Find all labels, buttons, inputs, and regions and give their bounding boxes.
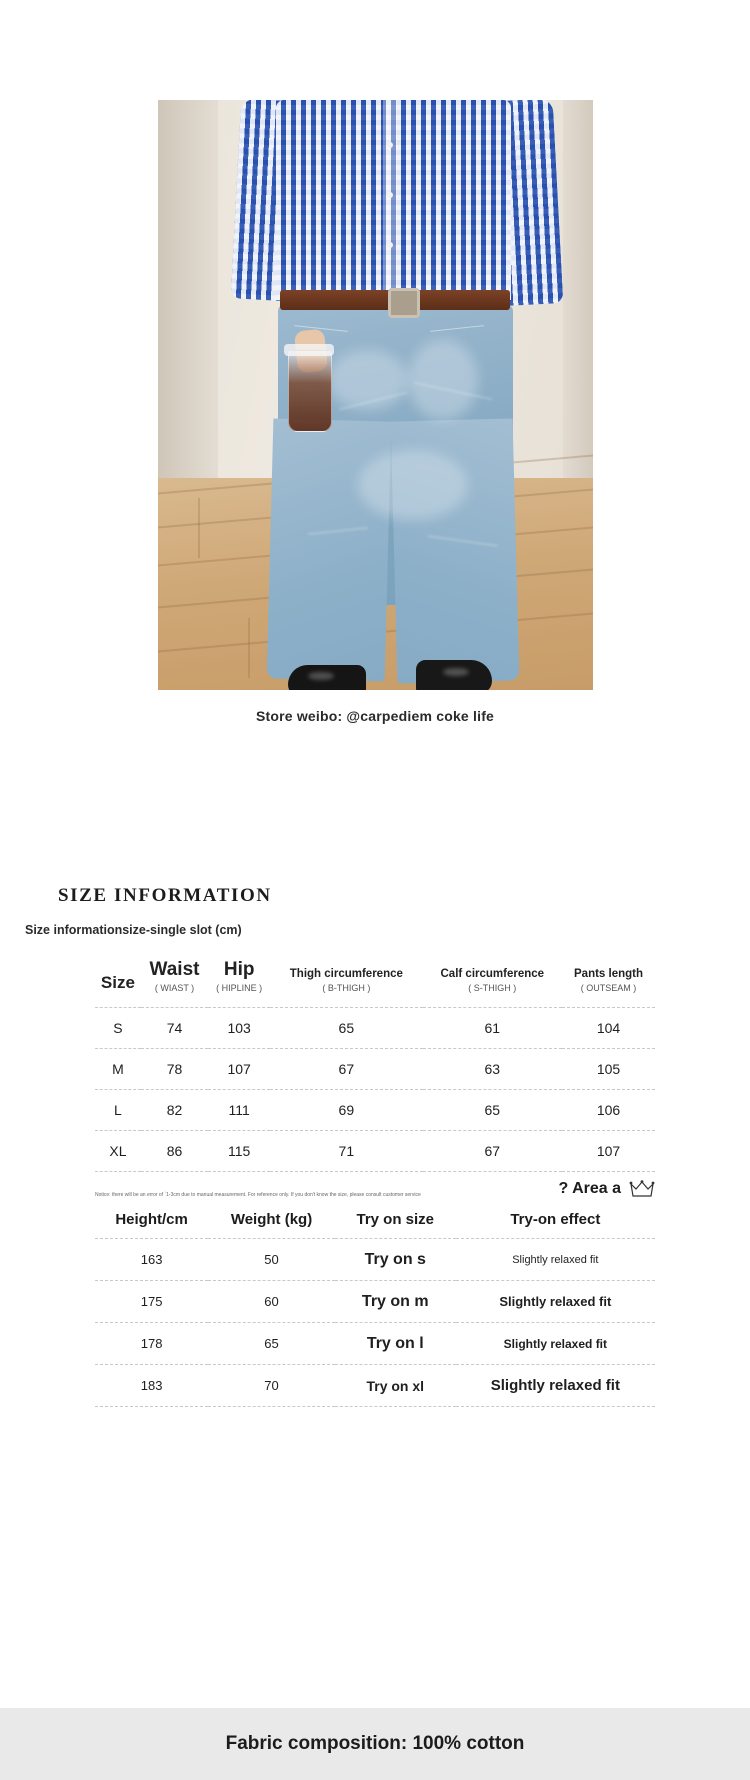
header-try-on-size: Try on size xyxy=(356,1211,435,1228)
shoe-highlight xyxy=(443,668,469,676)
shirt-button xyxy=(387,242,393,248)
table-header-row xyxy=(95,959,655,1008)
cell-calf: 63 xyxy=(423,1049,562,1090)
cell-try-on-size: Try on s xyxy=(335,1239,456,1281)
denim-fade xyxy=(408,340,478,420)
crown-icon xyxy=(629,1180,655,1198)
table-row xyxy=(95,1049,655,1090)
table-row xyxy=(95,1008,655,1049)
cell-calf: 67 xyxy=(423,1131,562,1172)
cell-hip: 107 xyxy=(208,1049,270,1090)
denim-fade xyxy=(358,450,468,520)
cell-size: S xyxy=(95,1008,141,1049)
cell-try-on-effect: Slightly relaxed fit xyxy=(456,1365,655,1407)
drink-cup-lid xyxy=(284,344,334,356)
fabric-composition-text: Fabric composition: 100% cotton xyxy=(225,1733,525,1754)
cell-waist: 78 xyxy=(141,1049,208,1090)
cell-try-on-size: Try on xl xyxy=(335,1365,456,1407)
product-photo xyxy=(158,100,593,690)
cell-calf: 61 xyxy=(423,1008,562,1049)
tryon-header-row xyxy=(95,1210,655,1239)
header-calf-circumference: Calf circumference ( S-THIGH ) xyxy=(440,967,545,993)
cell-weight: 70 xyxy=(208,1365,335,1407)
cell-weight: 50 xyxy=(208,1239,335,1281)
table-row xyxy=(95,1281,655,1323)
header-height: Height/cm xyxy=(115,1211,188,1228)
jeans-left-leg xyxy=(266,419,391,682)
cell-pants-length: 104 xyxy=(562,1008,655,1049)
shirt-button xyxy=(387,192,393,198)
area-label-text: ? Area a xyxy=(558,1180,621,1197)
cell-size: L xyxy=(95,1090,141,1131)
measurement-notice: Notice: there will be an error of `1-3cm due to manual measurement. For reference only. If you don't know the size, please consult customer service xyxy=(95,1191,421,1198)
header-try-on-effect: Try-on effect xyxy=(510,1211,601,1228)
shirt-button xyxy=(387,142,393,148)
cell-try-on-size: Try on l xyxy=(335,1323,456,1365)
cell-thigh: 69 xyxy=(270,1090,422,1131)
floor-plank-joint xyxy=(248,618,250,678)
header-weight: Weight (kg) xyxy=(230,1211,313,1228)
floor-plank-joint xyxy=(198,498,200,558)
cell-thigh: 71 xyxy=(270,1131,422,1172)
cell-thigh: 67 xyxy=(270,1049,422,1090)
drink-cup xyxy=(288,350,332,432)
cell-hip: 103 xyxy=(208,1008,270,1049)
notice-row xyxy=(95,1180,655,1198)
cell-size: M xyxy=(95,1049,141,1090)
cell-height: 183 xyxy=(95,1365,208,1407)
area-label xyxy=(558,1180,655,1198)
size-information-section xyxy=(0,885,750,1407)
cell-weight: 60 xyxy=(208,1281,335,1323)
cell-height: 178 xyxy=(95,1323,208,1365)
cell-waist: 82 xyxy=(141,1090,208,1131)
shirt-placket xyxy=(383,100,397,300)
hero-image-section xyxy=(0,0,750,690)
table-row xyxy=(95,1239,655,1281)
wall-left-edge xyxy=(158,100,218,495)
size-information-subtitle: Size informationsize-single slot (cm) xyxy=(25,923,242,937)
cell-waist: 86 xyxy=(141,1131,208,1172)
store-weibo-caption: Store weibo: @carpediem coke life xyxy=(255,708,495,724)
header-size: Size xyxy=(100,973,135,992)
try-on-reference-table xyxy=(95,1210,655,1407)
cell-height: 163 xyxy=(95,1239,208,1281)
table-row xyxy=(95,1365,655,1407)
shoe-highlight xyxy=(308,672,334,680)
cell-size: XL xyxy=(95,1131,141,1172)
cell-try-on-effect: Slightly relaxed fit xyxy=(456,1323,655,1365)
cell-pants-length: 106 xyxy=(562,1090,655,1131)
table-row xyxy=(95,1090,655,1131)
cell-try-on-effect: Slightly relaxed fit xyxy=(456,1239,655,1281)
cell-try-on-size: Try on m xyxy=(335,1281,456,1323)
cell-weight: 65 xyxy=(208,1323,335,1365)
cell-hip: 111 xyxy=(208,1090,270,1131)
cell-pants-length: 107 xyxy=(562,1131,655,1172)
header-hip: Hip ( HIPLINE ) xyxy=(216,959,263,993)
cell-calf: 65 xyxy=(423,1090,562,1131)
size-information-title: SIZE INFORMATION xyxy=(58,885,272,906)
cell-waist: 74 xyxy=(141,1008,208,1049)
belt-buckle xyxy=(388,288,420,318)
cell-hip: 115 xyxy=(208,1131,270,1172)
cell-height: 175 xyxy=(95,1281,208,1323)
header-waist: Waist ( WIAST ) xyxy=(149,959,200,993)
table-row xyxy=(95,1131,655,1172)
header-thigh-circumference: Thigh circumference ( B-THIGH ) xyxy=(289,967,403,993)
cell-try-on-effect: Slightly relaxed fit xyxy=(456,1281,655,1323)
cell-pants-length: 105 xyxy=(562,1049,655,1090)
size-chart-table xyxy=(95,959,655,1172)
header-pants-length: Pants length ( OUTSEAM ) xyxy=(574,967,644,993)
cell-thigh: 65 xyxy=(270,1008,422,1049)
table-row xyxy=(95,1323,655,1365)
fabric-composition-bar xyxy=(0,1708,750,1780)
